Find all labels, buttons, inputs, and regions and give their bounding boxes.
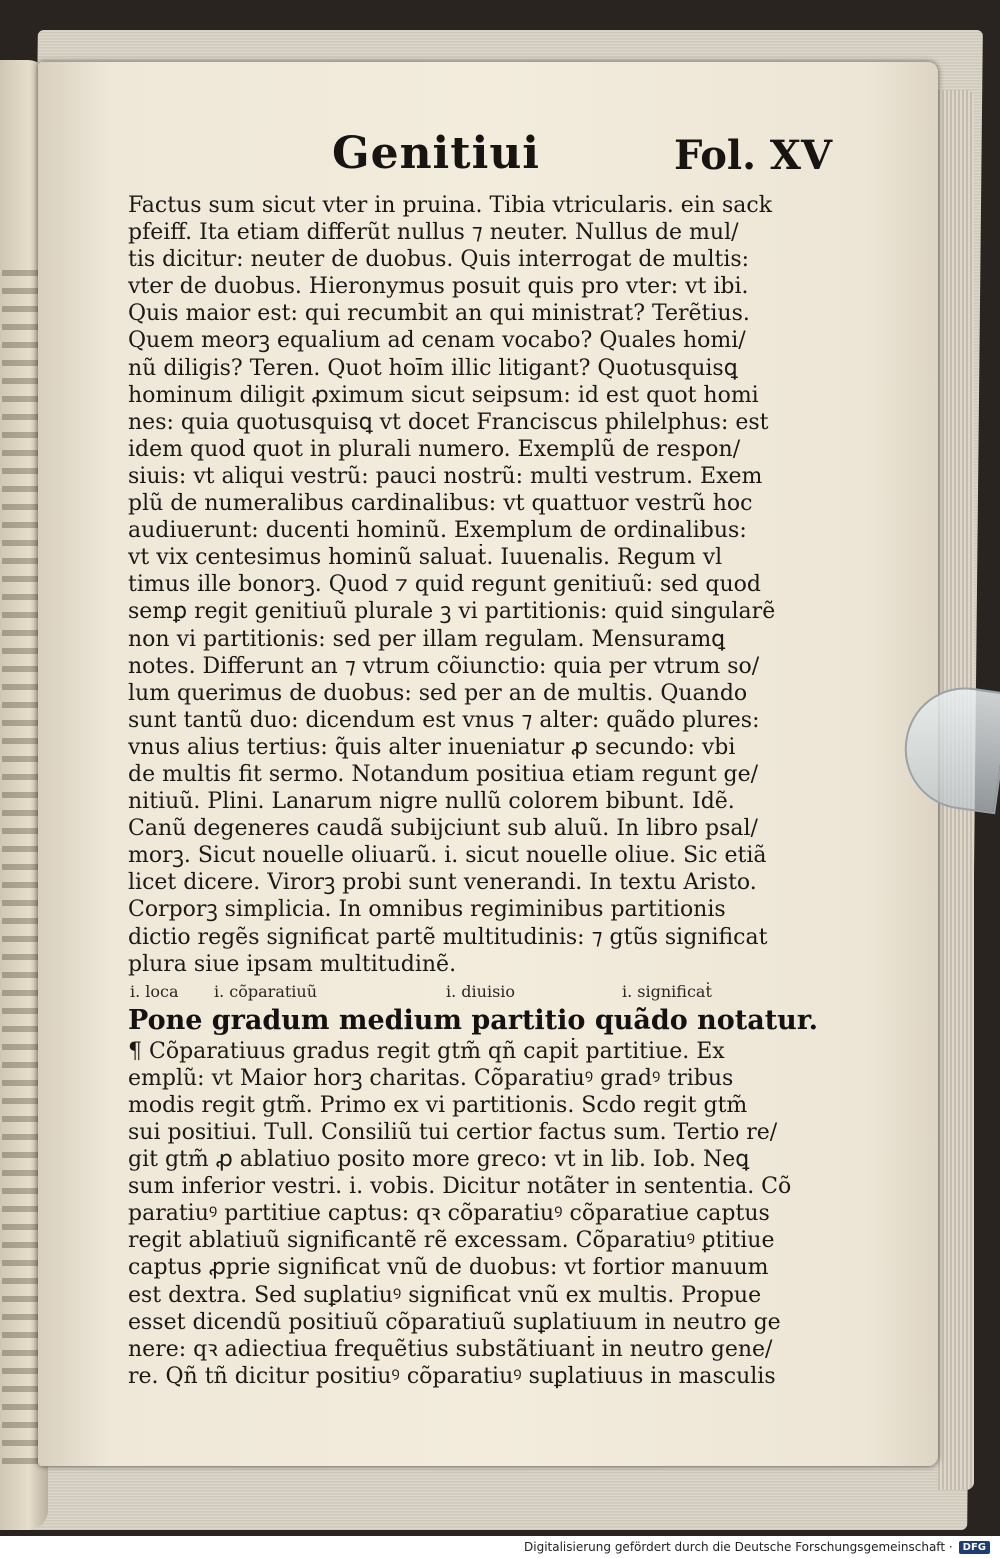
text-line: nũ diligis? Teren. Quot hoīm illic litigant? Quotusquisꝗ	[128, 355, 738, 381]
text-line: nere: qꝛ adiectiua frequẽtius substãtiuanṫ in neutro gene/	[128, 1336, 773, 1362]
text-line: sui positiui. Tull. Consiliũ tui certior factus sum. Tertio re/	[128, 1120, 778, 1145]
text-line: idem quod quot in plurali numero. Exemplũ de respon/	[128, 436, 741, 462]
text-line: timus ille bonorꝫ. Quod ⁊ quid regunt genitiuũ: sed quod	[128, 572, 761, 598]
text-line: Factus sum sicut vter in pruina. Tibia vtricularis. ein sack	[128, 193, 773, 218]
gloss-item: i. diuisio	[446, 981, 516, 1001]
text-line: sum inferior vestri. i. vobis. Dicitur notãter in sententia. Cõ	[128, 1174, 792, 1200]
text-line: siuis: vt aliqui vestrũ: pauci nostrũ: multi vestrum. Exem	[128, 463, 763, 489]
text-line: plũ de numeralibus cardinalibus: vt quattuor vestrũ hoc	[128, 491, 753, 517]
text-line: Canũ degeneres caudã subijciunt sub aluũ. In libro psal/	[128, 816, 758, 842]
text-line: vt vix centesimus hominũ saluaṫ. Iuuenalis. Regum vl	[128, 545, 723, 571]
dfg-logo: DFG	[959, 1541, 990, 1554]
text-line: sunt tantũ duo: dicendum est vnus ⁊ alter: quãdo plures:	[128, 707, 760, 733]
text-line: regit ablatiuũ significantẽ rẽ excessam. Cõparatiuꝰ ꝑtitiue	[128, 1228, 775, 1254]
text-line: nitiuũ. Plini. Lanarum nigre nullũ colorem bibunt. Idẽ.	[128, 789, 735, 815]
text-line: esset dicendũ positiuũ cõparatiuũ suꝑlatiuum in neutro ge	[128, 1309, 781, 1335]
text-line: captus ꝓprie significat vnũ de duobus: vt fortior manuum	[128, 1255, 769, 1281]
text-line: audiuerunt: ducenti hominũ. Exemplum de ordinalibus:	[128, 518, 747, 544]
gloss-item: i. cõparatiuũ	[214, 981, 318, 1001]
footer-credit: Digitalisierung gefördert durch die Deutsche Forschungsgemeinschaft ·	[524, 1540, 953, 1554]
text-line: vter de duobus. Hieronymus posuit quis pro vter: vt ibi.	[128, 274, 749, 300]
text-line: ¶ Cõparatiuus gradus regit gtm̃ qñ capiṫ partitiue. Ex	[128, 1038, 725, 1064]
text-line: licet dicere. Virorꝫ probi sunt venerandi. In textu Aristo.	[128, 870, 757, 896]
text-line: plura siue ipsam multitudinẽ.	[128, 951, 457, 977]
text-line: tis dicitur: neuter de duobus. Quis interrogat de multis:	[128, 247, 750, 273]
text-line: hominum diligit ꝓximum sicut seipsum: id est quot homi	[128, 382, 759, 408]
text-line: paratiuꝰ partitiue captus: qꝛ cõparatiuꝰ cõparatiue captus	[128, 1201, 770, 1227]
text-line: morꝫ. Sicut nouelle oliuarũ. i. sicut nouelle oliue. Sic etiã	[128, 843, 767, 869]
text-line: est dextra. Sed suꝑlatiuꝰ significat vnũ ex multis. Propue	[128, 1282, 762, 1308]
text-line: vnus alius tertius: q̃uis alter inueniatur ꝓ secundo: vbi	[128, 734, 736, 760]
running-title: Genitiui	[332, 128, 541, 179]
facing-page-text-bleed	[2, 270, 42, 1470]
text-line: Quis maior est: qui recumbit an qui ministrat? Terẽtius.	[128, 301, 750, 327]
verse-line: Pone gradum medium partitio quãdo notatur.	[128, 1004, 818, 1036]
text-line: re. Qñ tñ dicitur positiuꝰ cõparatiuꝰ suꝑlatiuus in masculis	[128, 1363, 776, 1389]
commentary-text	[128, 1038, 836, 1390]
text-line: emplũ: vt Maior horꝫ charitas. Cõparatiuꝰ gradꝰ tribus	[128, 1065, 734, 1091]
text-line: notes. Differunt an ⁊ vtrum cõiunctio: quia per vtrum so/	[128, 653, 760, 679]
gloss-item: i. significaṫ	[622, 981, 712, 1001]
text-line: modis regit gtm̃. Primo ex vi partitionis. Scdo regit gtm̃	[128, 1092, 748, 1118]
text-line: Corporꝫ simplicia. In omnibus regiminibus partitionis	[128, 897, 726, 923]
folio-number: Fol. XV	[673, 132, 832, 179]
gloss-item: i. loca	[130, 981, 179, 1001]
body-text	[128, 192, 836, 978]
page-header	[332, 128, 832, 198]
text-line: dictio regẽs significat partẽ multitudinis: ⁊ gtũs significat	[128, 924, 768, 950]
text-block	[128, 192, 836, 1390]
text-line: lum querimus de duobus: sed per an de multis. Quando	[128, 680, 748, 706]
text-line: semꝑ regit genitiuũ plurale ꝫ vi partitionis: quid singularẽ	[128, 599, 776, 625]
text-line: pfeiff. Ita etiam differũt nullus ⁊ neuter. Nullus de mul/	[128, 220, 739, 246]
text-line: Quem meorꝫ equalium ad cenam vocabo? Quales homi/	[128, 328, 746, 354]
interlinear-gloss	[128, 980, 836, 1004]
text-line: non vi partitionis: sed per illam regulam. Mensuramꝗ	[128, 626, 726, 652]
text-line: git gtm̃ ꝓ ablatiuo posito more greco: vt in lib. Iob. Neꝗ	[128, 1147, 750, 1173]
footer-bar	[0, 1536, 1000, 1558]
text-line: de multis fit sermo. Notandum positiua etiam regunt ge/	[128, 761, 759, 787]
text-line: nes: quia quotusquisꝗ vt docet Franciscus philelphus: est	[128, 409, 769, 435]
